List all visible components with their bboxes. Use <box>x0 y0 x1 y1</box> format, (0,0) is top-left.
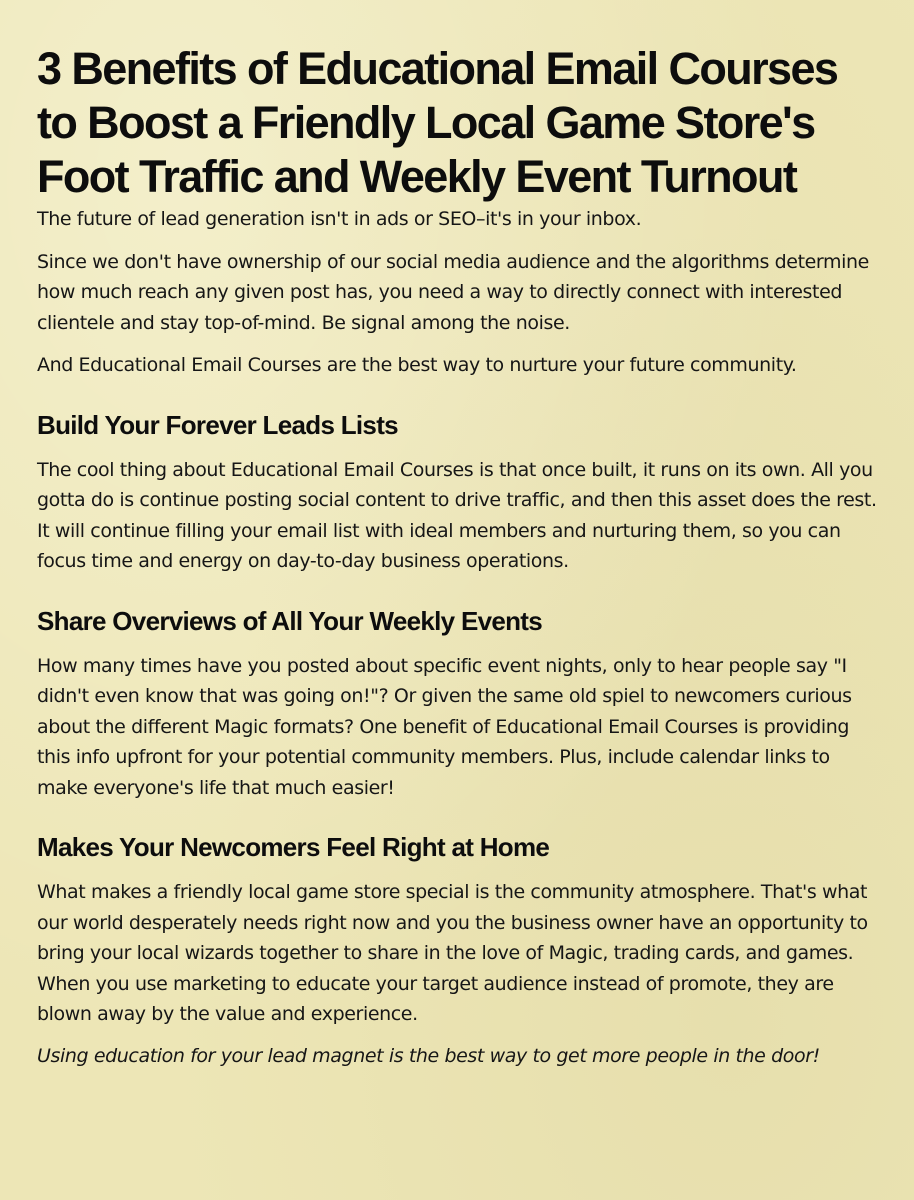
section-heading-weekly-events: Share Overviews of All Your Weekly Events <box>37 605 543 636</box>
intro-paragraph-3: And Educational Email Courses are the best way to nurture your future community. <box>37 354 797 376</box>
section-body-newcomers: What makes a friendly local game store special is the community atmosphere. That's what our world desperately needs right now and you the business owner have an opportunity to bring your local wizards together to share in the love of Magic, trading cards, and games. When you use marketing to educate your target audience instead of promote, they are blown away by the value and experience. <box>37 881 868 1025</box>
closing-statement: Using education for your lead magnet is the best way to get more people in the door! <box>37 1044 820 1067</box>
section-body-build-leads: The cool thing about Educational Email Courses is that once built, it runs on its own. All you gotta do is continue posting social content to drive traffic, and then this asset does the rest. It will continue filling your email list with ideal members and nurturing them, so you can focus time and energy on day-to-day business operations. <box>37 458 877 572</box>
article-title: 3 Benefits of Educational Email Courses to Boost a Friendly Local Game Store's Foot Traffic and Weekly Event Turnout <box>37 43 838 202</box>
intro-paragraph-1: The future of lead generation isn't in ads or SEO–it's in your inbox. <box>37 208 642 230</box>
section-body-weekly-events: How many times have you posted about specific event nights, only to hear people say "I didn't even know that was going on!"? Or given the same old spiel to newcomers curious about the different Magic formats? One benefit of Educational Email Courses is providing this info upfront for your potential community members. Plus, include calendar links to make everyone's life that much easier! <box>37 654 852 799</box>
section-heading-newcomers: Makes Your Newcomers Feel Right at Home <box>37 832 550 862</box>
section-heading-build-leads: Build Your Forever Leads Lists <box>37 409 398 440</box>
intro-paragraph-2: Since we don't have ownership of our social media audience and the algorithms determine how much reach any given post has, you need a way to directly connect with interested clientele and stay top-of-mind. Be signal among the noise. <box>37 250 869 334</box>
